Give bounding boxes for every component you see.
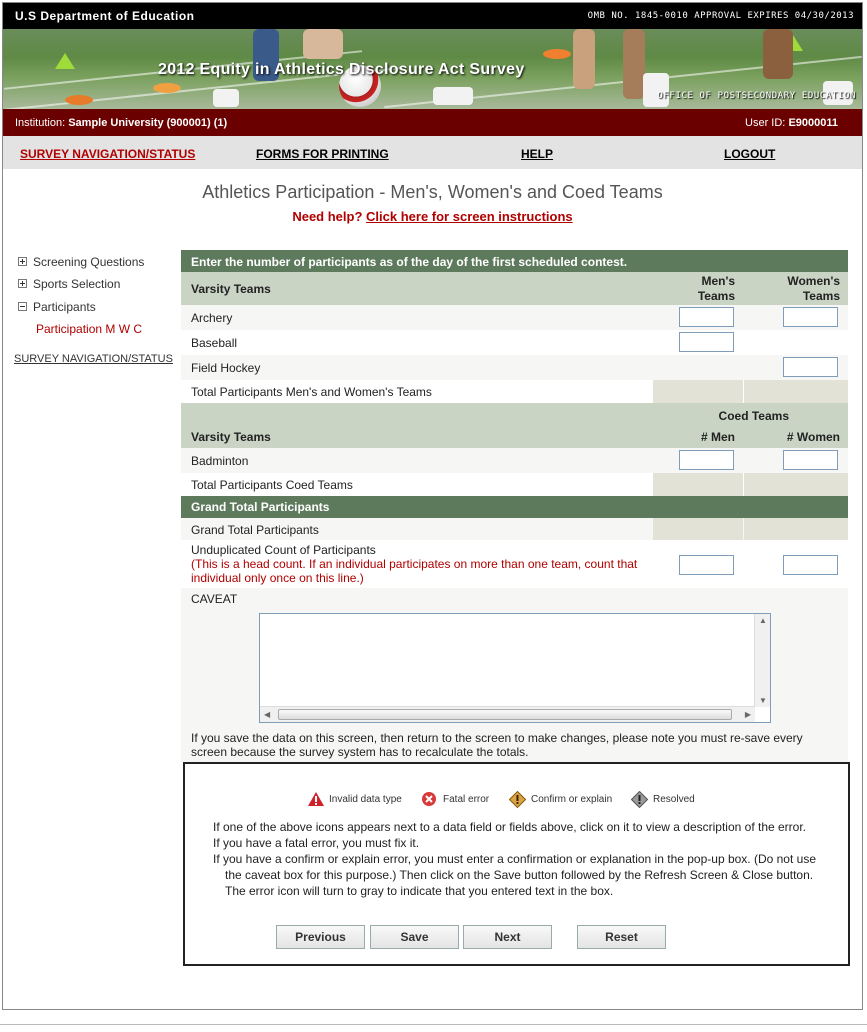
nav-survey-status[interactable]: SURVEY NAVIGATION/STATUS bbox=[20, 147, 196, 161]
sport-name: Archery bbox=[191, 311, 233, 325]
omb-notice: OMB NO. 1845-0010 APPROVAL EXPIRES 04/30/2013 bbox=[587, 11, 854, 21]
invalid-data-label: Invalid data type bbox=[329, 794, 402, 805]
sidebar-item-participants[interactable] bbox=[18, 300, 96, 314]
note-line: If one of the above icons appears next to a data field or fields above, click on it to view a description of the error. bbox=[213, 820, 807, 834]
save-button[interactable]: Save bbox=[370, 925, 459, 949]
baseball-men-input[interactable] bbox=[679, 332, 734, 352]
total-coed-row bbox=[181, 473, 848, 496]
bottom-divider bbox=[0, 1024, 867, 1025]
caveat-label-row bbox=[181, 588, 848, 610]
expand-plus-icon[interactable] bbox=[18, 279, 27, 288]
next-button[interactable]: Next bbox=[463, 925, 552, 949]
banner-image bbox=[3, 29, 862, 109]
nav-forms-printing[interactable]: FORMS FOR PRINTING bbox=[256, 147, 389, 161]
grand-total-row bbox=[181, 518, 848, 540]
unduplicated-note: (This is a head count. If an individual participates on more than one team, count that individual only once on this line.) bbox=[191, 557, 638, 585]
archery-men-input[interactable] bbox=[679, 307, 734, 327]
sidebar-item-sports-selection[interactable] bbox=[18, 277, 120, 291]
resave-note-row bbox=[181, 728, 848, 762]
grand-total-header bbox=[181, 496, 848, 518]
sidebar-item-label: Participants bbox=[33, 300, 96, 314]
total-mw-row bbox=[181, 380, 848, 403]
grand-total-label: Grand Total Participants bbox=[191, 523, 319, 537]
table-row bbox=[181, 355, 848, 380]
scroll-thumb[interactable] bbox=[278, 709, 732, 720]
office-name: OFFICE OF POSTSECONDARY EDUCATION bbox=[657, 91, 856, 101]
varsity-teams-label: Varsity Teams bbox=[191, 282, 271, 296]
unduplicated-men-input[interactable] bbox=[679, 555, 734, 575]
unduplicated-women-input[interactable] bbox=[783, 555, 838, 575]
resolved-label: Resolved bbox=[653, 794, 695, 805]
screen-instructions-link[interactable]: Click here for screen instructions bbox=[366, 209, 573, 224]
banner-title: 2012 Equity in Athletics Disclosure Act Survey bbox=[158, 61, 525, 78]
confirm-explain-icon bbox=[509, 791, 526, 808]
archery-women-input[interactable] bbox=[783, 307, 838, 327]
coed-men-header: # Men bbox=[700, 430, 735, 444]
sport-name: Baseball bbox=[191, 336, 238, 350]
total-mw-label: Total Participants Men's and Women's Teams bbox=[191, 385, 432, 399]
fatal-error-icon bbox=[421, 791, 437, 807]
sidebar-item-label: Sports Selection bbox=[33, 277, 121, 291]
sidebar-item-screening[interactable] bbox=[18, 255, 144, 269]
help-prefix: Need help? bbox=[292, 209, 363, 224]
womens-teams-header: Women's Teams bbox=[787, 274, 840, 303]
scroll-right-icon[interactable]: ▶ bbox=[744, 710, 751, 719]
table-row bbox=[181, 305, 848, 330]
reset-button[interactable]: Reset bbox=[577, 925, 666, 949]
help-line bbox=[3, 209, 862, 224]
institution-value: Sample University (900001) (1) bbox=[68, 117, 228, 129]
scroll-down-icon[interactable]: ▼ bbox=[759, 696, 767, 705]
fatal-error-label: Fatal error bbox=[443, 794, 490, 805]
caveat-textarea-frame bbox=[259, 613, 771, 723]
coed-teams-header: Coed Teams bbox=[718, 409, 789, 423]
sidebar-subitem-participation[interactable]: Participation M W C bbox=[36, 322, 143, 336]
resave-note: If you save the data on this screen, then return to the screen to make changes, please note you must re-save every screen because the survey system has to recalculate the totals. bbox=[191, 731, 803, 759]
grand-total-heading: Grand Total Participants bbox=[191, 500, 330, 514]
sport-name: Field Hockey bbox=[191, 361, 261, 375]
instruction-header bbox=[181, 250, 848, 272]
error-legend-panel bbox=[183, 762, 850, 966]
resolved-icon bbox=[631, 791, 648, 808]
instruction-text: Enter the number of participants as of the day of the first scheduled contest. bbox=[191, 255, 628, 269]
coed-women-header: # Women bbox=[786, 430, 840, 444]
vertical-scrollbar[interactable] bbox=[754, 614, 770, 707]
top-nav bbox=[3, 136, 862, 169]
note-line: If you have a confirm or explain error, you must enter a confirmation or explanation in the pop-up box. (Do not use the caveat box for this purpose.) Then click on the Save button followed by the Refresh Screen & Close button. The error icon will turn to gray to indicate that you entered text in the box. bbox=[213, 852, 816, 898]
total-coed-label: Total Participants Coed Teams bbox=[191, 478, 353, 492]
unduplicated-row bbox=[181, 540, 848, 588]
sidebar-survey-nav-link[interactable]: SURVEY NAVIGATION/STATUS bbox=[14, 353, 173, 365]
note-line: If you have a fatal error, you must fix it. bbox=[213, 836, 420, 850]
confirm-explain-label: Confirm or explain bbox=[531, 794, 613, 805]
scroll-left-icon[interactable]: ◀ bbox=[264, 710, 271, 719]
caveat-label: CAVEAT bbox=[191, 592, 238, 606]
varsity-header-row bbox=[181, 272, 848, 305]
invalid-data-warning-icon bbox=[307, 791, 325, 807]
caveat-textarea[interactable] bbox=[260, 614, 755, 706]
user-id-value: E9000011 bbox=[788, 117, 838, 129]
table-row bbox=[181, 448, 848, 473]
institution-bar bbox=[3, 109, 862, 136]
caveat-row bbox=[181, 610, 848, 728]
collapse-minus-icon[interactable] bbox=[18, 302, 27, 311]
institution-label: Institution: bbox=[15, 117, 66, 129]
legend-notes bbox=[213, 819, 833, 899]
table-row bbox=[181, 330, 848, 355]
sport-name: Badminton bbox=[191, 454, 249, 468]
unduplicated-label: Unduplicated Count of Participants bbox=[191, 543, 376, 557]
coed-header-row bbox=[181, 403, 848, 448]
expand-plus-icon[interactable] bbox=[18, 257, 27, 266]
nav-logout[interactable]: LOGOUT bbox=[724, 147, 776, 161]
scroll-up-icon[interactable]: ▲ bbox=[759, 616, 767, 625]
badminton-women-input[interactable] bbox=[783, 450, 838, 470]
sidebar-item-label: Screening Questions bbox=[33, 255, 145, 269]
user-id-label: User ID: bbox=[745, 117, 786, 129]
badminton-men-input[interactable] bbox=[679, 450, 734, 470]
nav-help[interactable]: HELP bbox=[521, 147, 554, 161]
coed-varsity-label: Varsity Teams bbox=[191, 430, 271, 444]
agency-name: U.S Department of Education bbox=[15, 9, 195, 23]
top-bar bbox=[3, 3, 862, 29]
horizontal-scrollbar[interactable] bbox=[260, 706, 755, 722]
mens-teams-header: Men's Teams bbox=[697, 274, 735, 303]
previous-button[interactable]: Previous bbox=[276, 925, 365, 949]
page-title: Athletics Participation - Men's, Women's and Coed Teams bbox=[202, 182, 663, 202]
field-hockey-women-input[interactable] bbox=[783, 357, 838, 377]
